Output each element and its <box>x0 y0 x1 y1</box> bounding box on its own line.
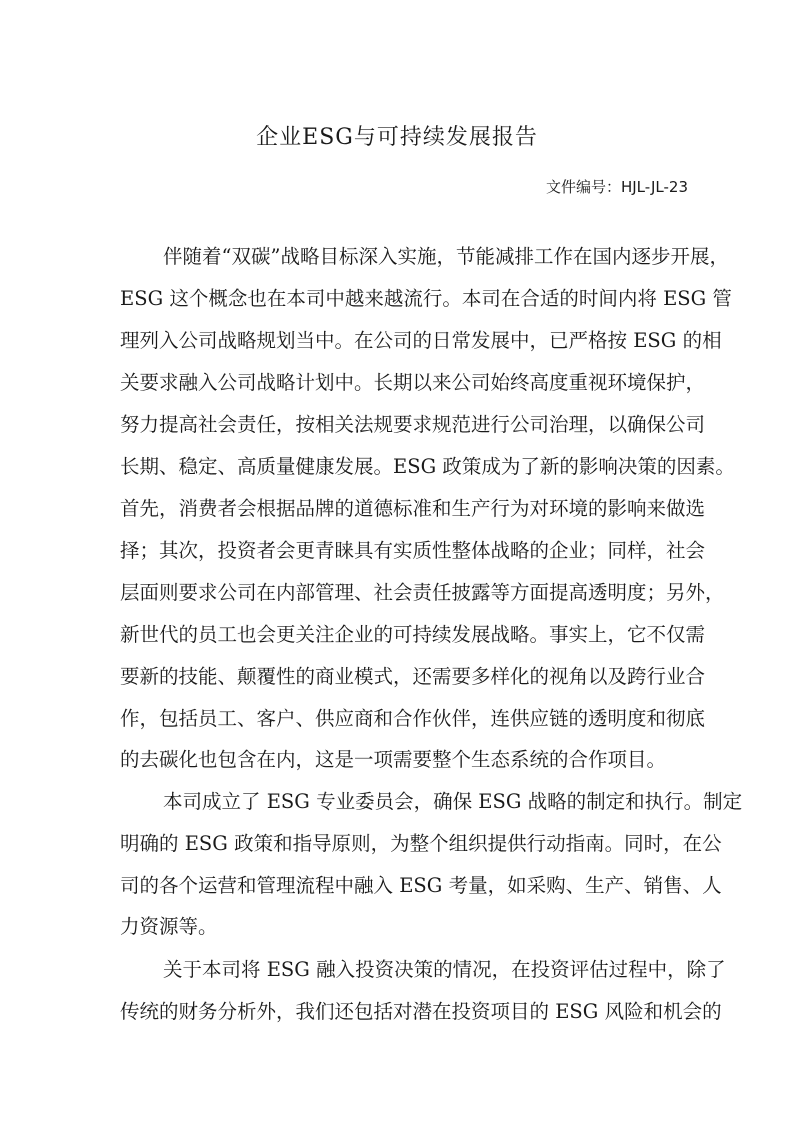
text-line: 明确的 ESG 政策和指导原则，为整个组织提供行动指南。同时，在公 <box>120 832 722 855</box>
text-line: 要新的技能、颠覆性的商业模式，还需要多样化的视角以及跨行业合 <box>120 665 706 688</box>
text-line: 努力提高社会责任，按相关法规要求规范进行公司治理，以确保公司 <box>120 413 706 436</box>
text-line: 层面则要求公司在内部管理、社会责任披露等方面提高透明度；另外， <box>120 581 725 604</box>
text-line: 伴随着“双碳”战略目标深入实施，节能减排工作在国内逐步开展， <box>163 245 729 268</box>
document-number: 文件编号：HJL-JL-23 <box>545 178 688 196</box>
text-line: 长期、稳定、高质量健康发展。ESG 政策成为了新的影响决策的因素。 <box>120 455 735 478</box>
text-line: 关于本司将 ESG 融入投资决策的情况，在投资评估过程中，除了 <box>163 958 726 981</box>
document-title: 企业ESG与可持续发展报告 <box>256 125 538 150</box>
text-line: ESG 这个概念也在本司中越来越流行。本司在合适的时间内将 ESG 管 <box>120 287 732 310</box>
text-line: 传统的财务分析外，我们还包括对潜在投资项目的 ESG 风险和机会的 <box>120 1000 722 1023</box>
text-line: 关要求融入公司战略计划中。长期以来公司始终高度重视环境保护， <box>120 371 706 394</box>
text-line: 本司成立了 ESG 专业委员会，确保 ESG 战略的制定和执行。制定 <box>163 790 743 813</box>
text-line: 的去碳化也包含在内，这是一项需要整个生态系统的合作项目。 <box>120 748 667 771</box>
text-line: 择；其次，投资者会更青睐具有实质性整体战略的企业；同样，社会 <box>120 539 706 562</box>
text-line: 新世代的员工也会更关注企业的可持续发展战略。事实上，它不仅需 <box>120 623 706 646</box>
text-line: 力资源等。 <box>120 915 218 938</box>
text-line: 理列入公司战略规划当中。在公司的日常发展中，已严格按 ESG 的相 <box>120 329 722 352</box>
text-line: 司的各个运营和管理流程中融入 ESG 考量，如采购、生产、销售、人 <box>120 874 722 897</box>
text-line: 作，包括员工、客户、供应商和合作伙伴，连供应链的透明度和彻底 <box>120 707 706 730</box>
text-line: 首先，消费者会根据品牌的道德标准和生产行为对环境的影响来做选 <box>120 497 706 520</box>
